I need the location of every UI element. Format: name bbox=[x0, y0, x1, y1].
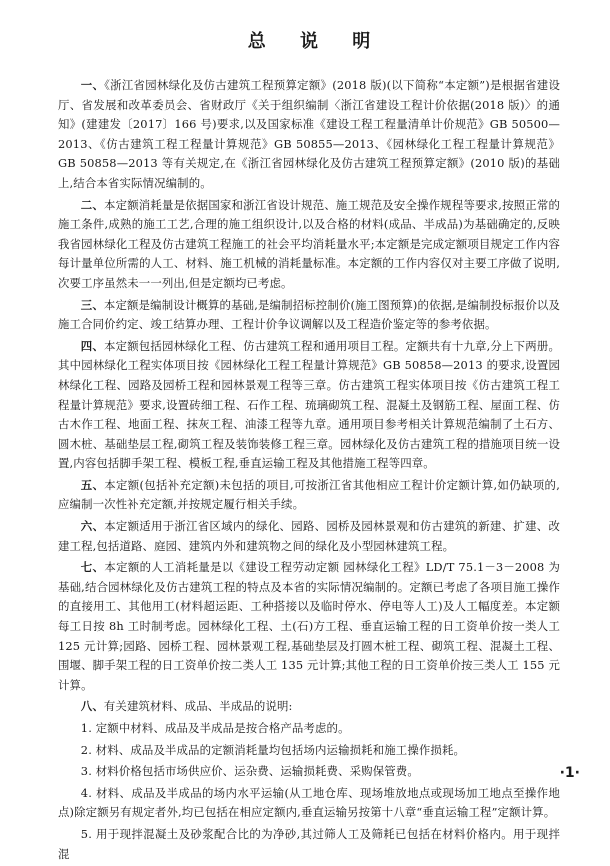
page-title: 总 说 明 bbox=[247, 31, 385, 52]
paragraph-4-text: 本定额包括园林绿化工程、仿古建筑工程和通用项目工程。定额共有十九章,分上下两册。其中园林绿化工程实体项目按《园林绿化工程工程量计算规范》GB 50858—2013 的要求,设置园林绿化工程、园路及园桥工程和园林景观工程等三章。仿古建筑工程实体项目按《仿古建筑工程工程量计算规范》要求,设置砖细工程、石作工程、琉璃砌筑工程、混凝土及钢筋工程、屋面工程、仿古木作工程、地面工程、抹灰工程、油漆工程等九章。通用项目参考相关计算规范编制了土石方、圆木桩、基础垫层工程,砌筑工程及装饰装修工程三章。园林绿化及仿古建筑工程的措施项目统一设置,内容包括脚手架工程、模板工程,垂直运输工程及其他措施工程等四章。 bbox=[58, 338, 560, 471]
paragraph-7-text: 本定额的人工消耗量是以《建设工程劳动定额 园林绿化工程》LD/T 75.1－3－2008 为基础,结合园林绿化及仿古建筑工程的特点及本省的实际情况编制的。定额已考虑了各项目施工操作的直接用工、其他用工(材料超运距、工种搭接以及临时停水、停电等人工)及人工幅度差。本定额每工日按 8h 工时制考虑。园林绿化工程、土(石)方工程、垂直运输工程的日工资单价按一类人工 125 元计算;园路、园桥工程、园林景观工程,基础垫层及打圆木桩工程、砌筑工程、混凝土工程、围堰、脚手架工程的日工资单价按二类人工 135 元计算;其他工程的日工资单价按三类人工 155 元计算。 bbox=[58, 560, 560, 692]
paragraph-5-lead: 五、 bbox=[80, 477, 105, 492]
paragraph-4-lead: 四、 bbox=[80, 338, 104, 353]
paragraph-3 bbox=[58, 296, 560, 335]
paragraph-6 bbox=[58, 517, 560, 556]
paragraph-2-text: 本定额消耗量是依据国家和浙江省设计规范、施工规范及安全操作规程等要求,按照正常的施工条件,成熟的施工工艺,合理的施工组织设计,以及合格的材料(成品、半成品)为基础确定的,反映我省园林绿化工程及仿古建筑工程施工的社会平均消耗量水平;本定额是完成定额项目规定工作内容每计量单位所需的人工、材料、施工机械的消耗量标准。本定额的工作内容仅对主要工序做了说明,次要工序虽然未一一列出,但是定额均已考虑。 bbox=[58, 197, 560, 290]
paragraph-1 bbox=[58, 76, 560, 194]
paragraph-5-text: 本定额(包括补充定额)未包括的项目,可按浙江省其他相应工程计价定额计算,如仍缺项的,应编制一次性补充定额,并按规定履行相关手续。 bbox=[58, 477, 560, 512]
paragraph-1-lead: 一、 bbox=[80, 78, 105, 92]
paragraph-8-text: 有关建筑材料、成品、半成品的说明: bbox=[103, 699, 293, 714]
paragraph-7-lead: 七、 bbox=[80, 560, 105, 575]
paragraph-3-text: 本定额是编制设计概算的基础,是编制招标控制价(施工图预算)的依据,是编制投标报价以及施工合同价约定、竣工结算办理、工程计价争议调解以及工程造价鉴定等的参考依据。 bbox=[58, 297, 560, 332]
paragraph-2-lead: 二、 bbox=[80, 197, 104, 212]
list-item: 3. 材料价格包括市场供应价、运杂费、运输损耗费、采购保管费。 bbox=[80, 764, 419, 779]
paragraph-6-lead: 六、 bbox=[80, 519, 105, 534]
paragraph-8 bbox=[58, 697, 560, 717]
paragraph-5 bbox=[58, 476, 560, 515]
list-item: 5. 用于现拌混凝土及砂浆配合比的为净砂,其过筛人工及筛耗已包括在材料价格内。用于现拌混 bbox=[58, 826, 560, 861]
paragraph-8-lead: 八、 bbox=[80, 699, 104, 714]
paragraph-7 bbox=[58, 558, 560, 695]
paragraph-4 bbox=[58, 337, 560, 474]
paragraph-1-text: 《浙江省园林绿化及仿古建筑工程预算定额》(2018 版)(以下简称“本定额”)是根据省建设厅、省发展和改革委员会、省财政厅《关于组织编制〈浙江省建设工程计价依据(2018 版)〉的通知》(建建发〔2017〕166 号)要求,以及国家标准《建设工程工程量清单计价规范》GB 50500—2013、《仿古建筑工程工程量计算规范》GB 50855—2013、《园林绿化工程工程量计算规范》GB 50858—2013 等有关规定,在《浙江省园林绿化及仿古建筑工程预算定额》(2010 版)的基础上,结合本省实际情况编制的。 bbox=[58, 78, 560, 190]
list-item: 4. 材料、成品及半成品的场内水平运输(从工地仓库、现场堆放地点或现场加工地点至操作地点)除定额另有规定者外,均已包括在相应定额内,垂直运输另按第十八章“垂直运输工程”定额计算。 bbox=[58, 785, 560, 820]
page-number: ·1· bbox=[559, 765, 580, 781]
list-item: 1. 定额中材料、成品及半成品是按合格产品考虑的。 bbox=[80, 721, 350, 735]
paragraph-2 bbox=[58, 196, 560, 294]
document-page bbox=[58, 28, 560, 866]
list-item: 2. 材料、成品及半成品的定额消耗量均包括场内运输损耗和施工操作损耗。 bbox=[80, 742, 466, 757]
paragraph-6-text: 本定额适用于浙江省区域内的绿化、园路、园桥及园林景观和仿古建筑的新建、扩建、改建工程,包括道路、庭园、建筑内外和建筑物之间的绿化及小型园林建筑工程。 bbox=[58, 519, 560, 553]
paragraph-3-lead: 三、 bbox=[80, 297, 104, 312]
